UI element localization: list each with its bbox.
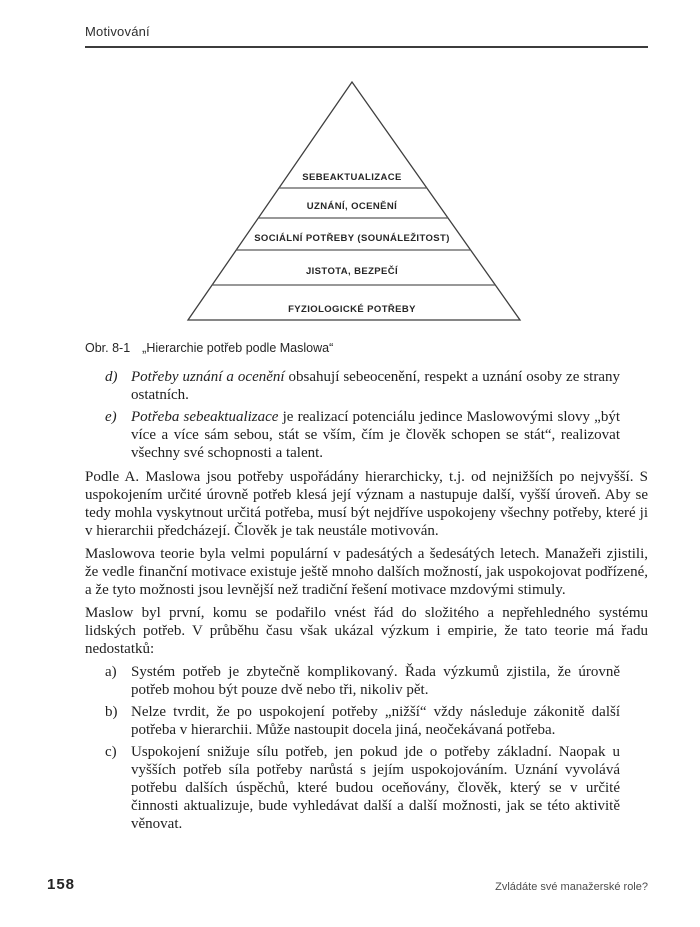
list-item-body: je realizací potenciálu jedince Maslowovými slovy „být více a více sám sebou, stát se vším, čím je člověk schopen se stát“, realizovat všechny své schopnosti a talent. xyxy=(131,409,620,461)
list-item-d xyxy=(105,368,620,404)
list-item-text: Nelze tvrdit, že po uspokojení potřeby „nižší“ vždy následuje zákonitě další potřeba v hierarchii. Může nastoupit docela jiná, neočekávaná potřeba. xyxy=(131,704,620,738)
list-item-label: a) xyxy=(105,664,117,680)
pyramid-level-label: UZNÁNÍ, OCENĚNÍ xyxy=(306,201,398,212)
list-item-c xyxy=(105,743,620,833)
list-item-e xyxy=(105,408,620,462)
paragraph-1: Podle A. Maslowa jsou potřeby uspořádány hierarchicky, t.j. od nejnižších po nejvyšší. S uspokojením určité úrovně potřeb klesá její význam a nastupuje další, vyšší úroveň. Aby se tedy mohla vyskytnout určitá potřeba, musí být nejdříve uspokojeny všechny potřeby, které ji v hierarchii předcházejí. Člověk je tak neustále motivován. xyxy=(85,469,648,539)
figure-caption-label: Obr. 8-1 xyxy=(85,341,131,355)
list-upper xyxy=(85,368,620,462)
pyramid-level-label: FYZIOLOGICKÉ POTŘEBY xyxy=(288,304,416,315)
list-item-text: Systém potřeb je zbytečně komplikovaný. Řada výzkumů zjistila, že úrovně potřeb mohou být pouze dvě nebo tři, nikoliv pět. xyxy=(131,664,620,698)
body-text xyxy=(85,368,648,839)
list-item-text xyxy=(131,368,620,404)
list-item-label: e) xyxy=(105,409,117,425)
paragraph-3: Maslow byl první, komu se podařilo vnést řád do složitého a nepřehledného systému lidských potřeb. V průběhu času však ukázal výzkum i empirie, že tato teorie má řadu nedostatků: xyxy=(85,605,648,657)
pyramid-diagram xyxy=(180,76,528,326)
list-item-a xyxy=(105,663,620,699)
maslow-pyramid-figure xyxy=(180,76,528,326)
list-item-text xyxy=(131,408,620,462)
page-number: 158 xyxy=(47,876,76,893)
list-item-b xyxy=(105,703,620,739)
list-item-lead: Potřeba sebeaktualizace xyxy=(131,409,279,425)
figure-caption xyxy=(85,341,333,355)
header-rule xyxy=(85,46,648,48)
running-title: Zvládáte své manažerské role? xyxy=(495,881,648,893)
figure-caption-title: „Hierarchie potřeb podle Maslowa“ xyxy=(142,341,334,355)
list-item-label: b) xyxy=(105,704,118,720)
list-item-label: d) xyxy=(105,369,118,385)
pyramid-level-label: SEBEAKTUALIZACE xyxy=(302,172,402,183)
list-item-label: c) xyxy=(105,744,117,760)
list-item-lead: Potřeby uznání a ocenění xyxy=(131,369,285,385)
list-item-text: Uspokojení snižuje sílu potřeb, jen pokud jde o potřeby základní. Naopak u vyšších potřeb síla potřeby narůstá s jejím uspokojováním. Uznání vyvolává potřebu dalších úspěchů, které budou oceňovány, člověk, který se v určité činnosti aktualizuje, bude vyhledávat další a další možnosti, jak se této aktivitě věnovat. xyxy=(131,744,620,832)
list-item-body: obsahují sebeocenění, respekt a uznání osoby ze strany ostatních. xyxy=(131,369,620,403)
list-lower xyxy=(85,663,620,833)
pyramid-level-label: SOCIÁLNÍ POTŘEBY (SOUNÁLEŽITOST) xyxy=(254,233,450,244)
page-header-title: Motivování xyxy=(85,24,150,39)
pyramid-level-label: JISTOTA, BEZPEČÍ xyxy=(305,266,399,277)
paragraph-2: Maslowova teorie byla velmi populární v padesátých a šedesátých letech. Manažeři zjistili, že vedle finanční motivace existuje ještě mnoho dalších možností, jak uspokojovat podřízené, a že tyto možnosti jsou levnější než tradiční řešení motivace mzdovými stimuly. xyxy=(85,546,648,598)
